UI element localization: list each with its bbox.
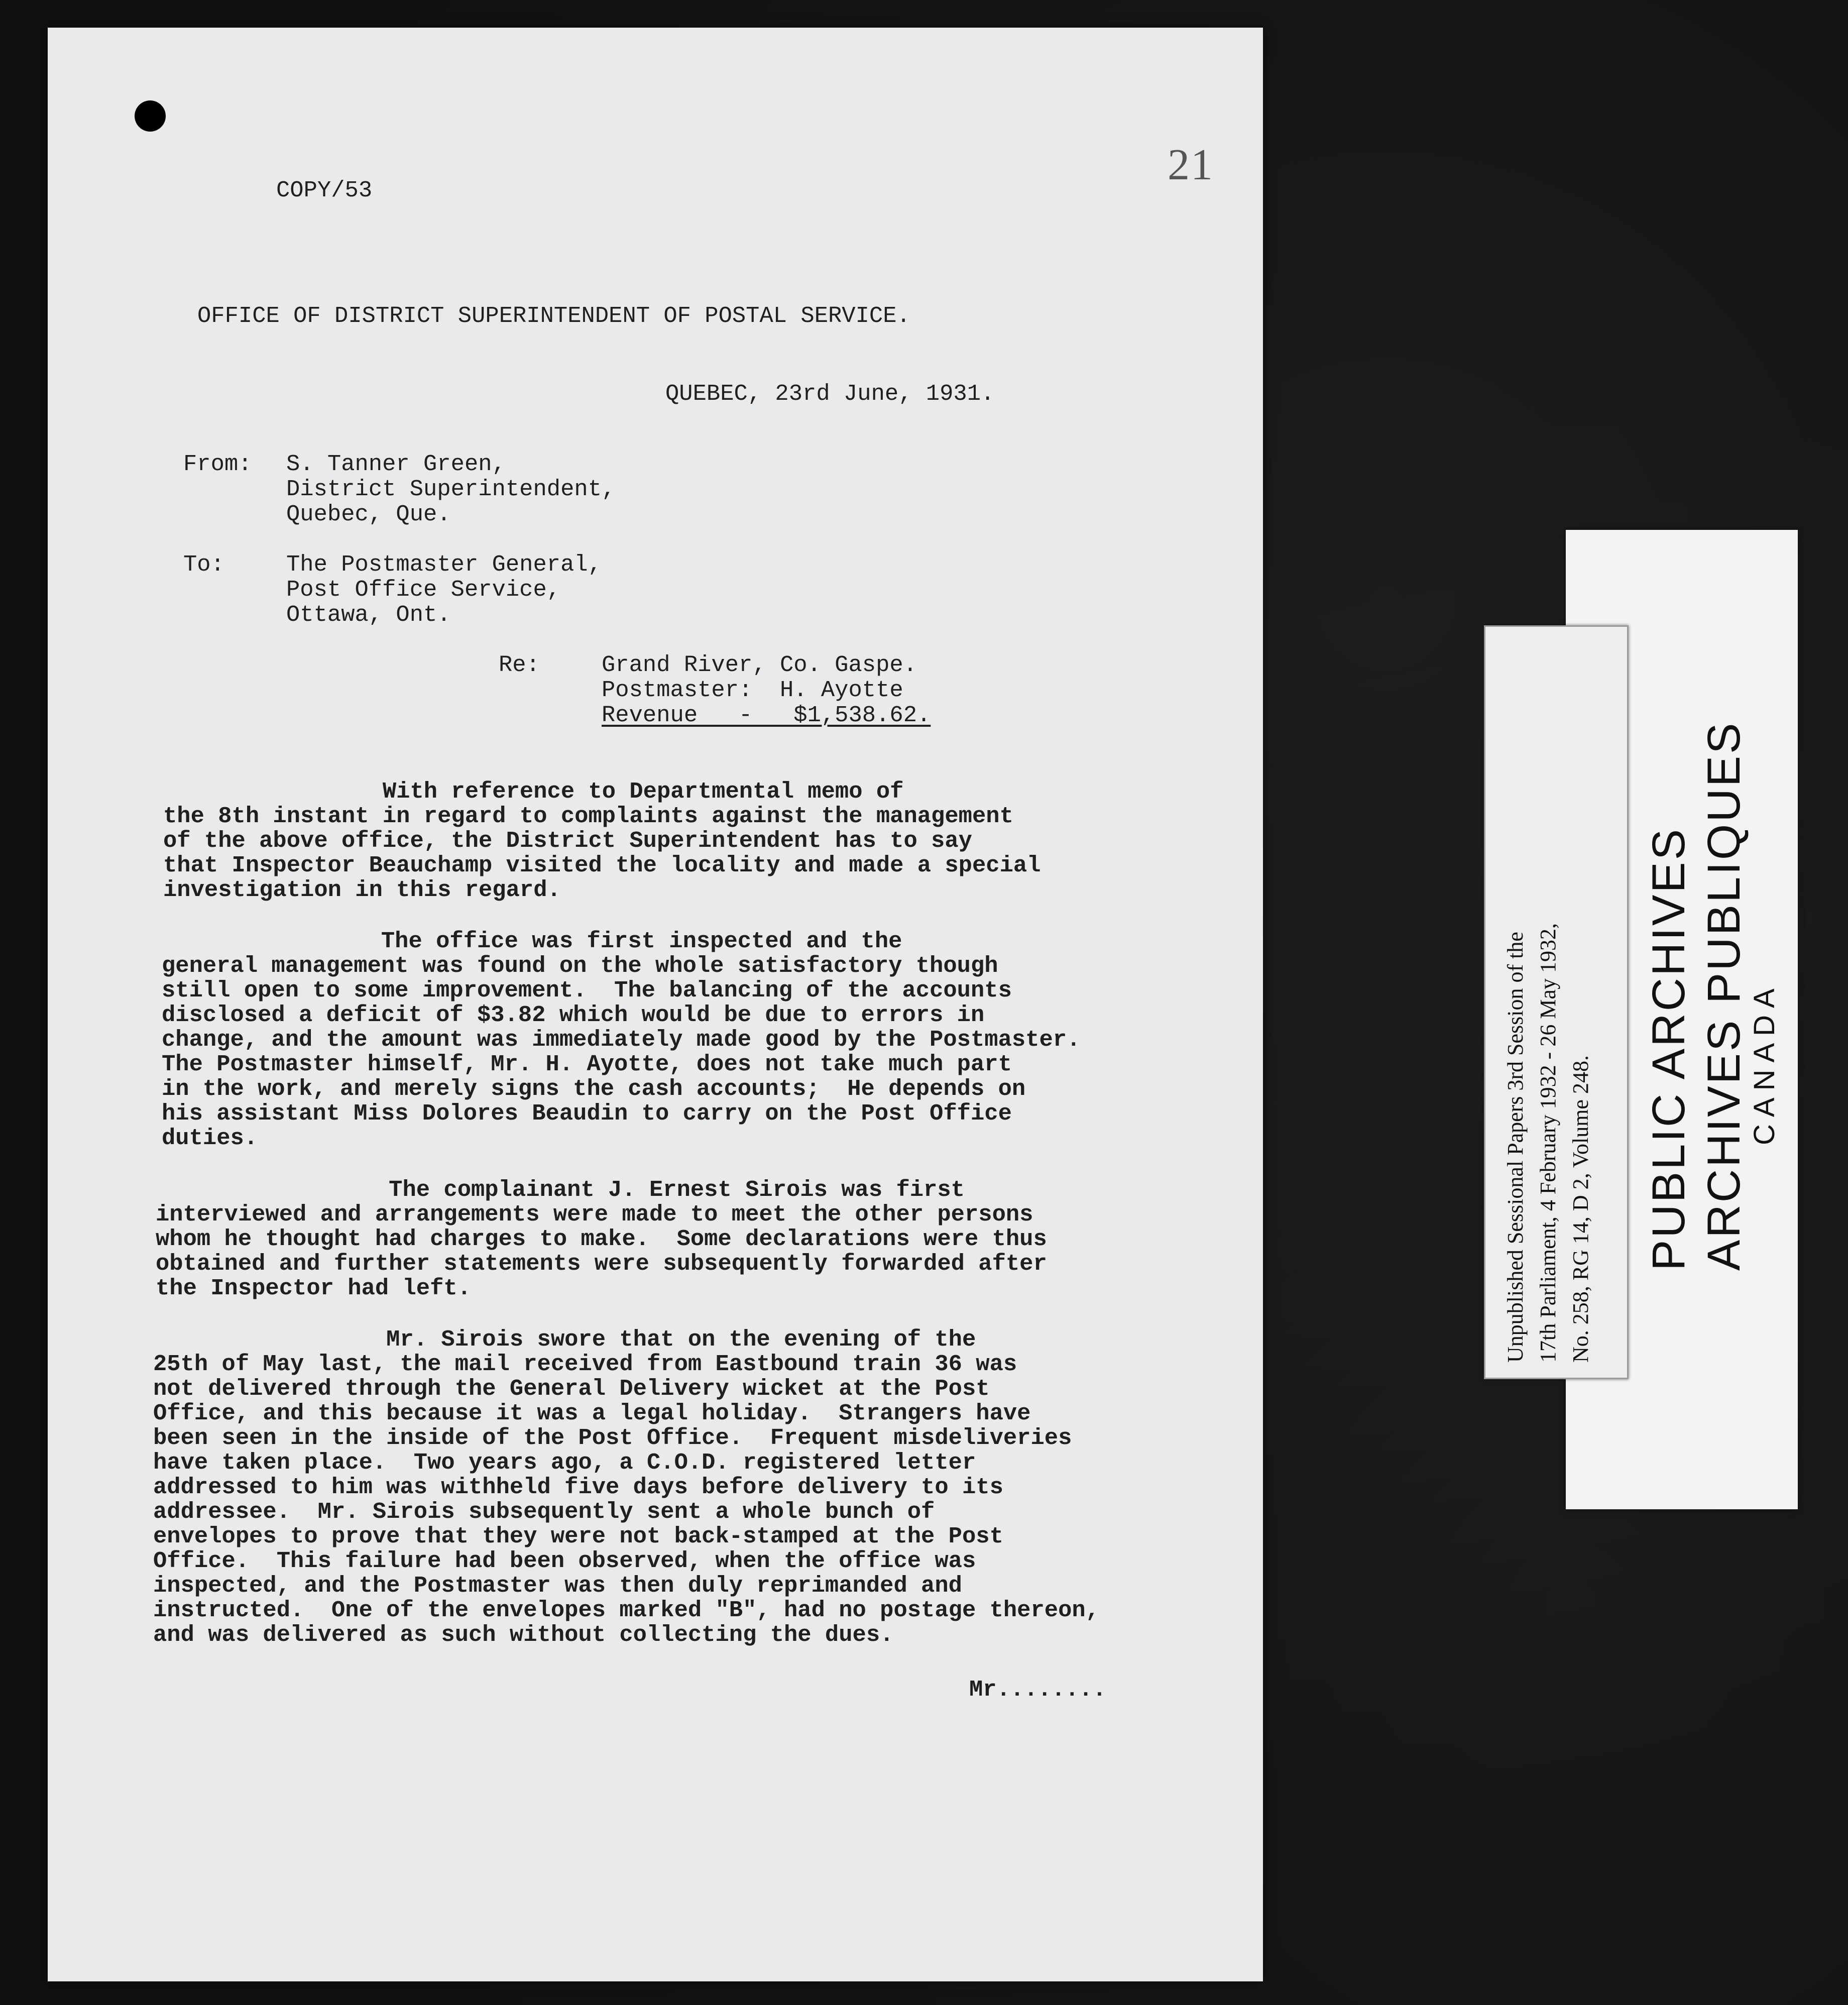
from-label: From: [183,451,252,477]
paragraph-line: The office was first inspected and the [162,928,902,954]
paragraph-line: the 8th instant in regard to complaints against the management [163,803,1013,829]
paragraph-line: investigation in this regard. [163,877,561,903]
paragraph-line: and was delivered as such without collecting the dues. [153,1622,894,1648]
to-label: To: [183,551,224,578]
paragraph-line: Mr. Sirois swore that on the evening of the [153,1326,976,1353]
paragraph-line: inspected, and the Postmaster was then duly reprimanded and [153,1573,962,1599]
to-service: Post Office Service, [286,577,561,603]
paragraph-line: With reference to Departmental memo of [163,778,904,805]
paragraph-4 [153,1327,1099,1647]
reference-line-3: No. 258, RG 14, D 2, Volume 248. [1568,1055,1593,1363]
paragraph-line: instructed. One of the envelopes marked "B", had no postage thereon, [153,1597,1100,1623]
archive-line-public: PUBLIC ARCHIVES [1643,827,1694,1271]
paragraph-line: change, and the amount was immediately made good by the Postmaster. [162,1027,1081,1053]
paragraph-line: obtained and further statements were subsequently forwarded after [156,1251,1047,1277]
to-recipient: The Postmaster General, [286,551,602,578]
paragraph-line: have taken place. Two years ago, a C.O.D. registered letter [153,1450,976,1476]
paragraph-line: envelopes to prove that they were not back-stamped at the Post [153,1523,1003,1549]
archive-line-publiques: ARCHIVES PUBLIQUES [1698,721,1750,1271]
re-revenue: Revenue - $1,538.62. [602,702,931,728]
re-postmaster: Postmaster: H. Ayotte [602,677,903,703]
paragraph-line: still open to some improvement. The balancing of the accounts [162,977,1012,1004]
archive-line-canada: CANADA [1748,981,1781,1145]
paragraph-line: in the work, and merely signs the cash accounts; He depends on [162,1076,1026,1102]
from-location: Quebec, Que. [286,501,451,527]
paragraph-line: whom he thought had charges to make. Some declarations were thus [156,1226,1047,1252]
re-label: Re: [499,652,540,678]
from-title: District Superintendent, [286,476,616,502]
paragraph-line: of the above office, the District Superintendent has to say [163,828,972,854]
paragraph-line: 25th of May last, the mail received from Eastbound train 36 was [153,1351,1017,1377]
copy-reference: COPY/53 [276,177,373,203]
paragraph-line: addressee. Mr. Sirois subsequently sent a whole bunch of [153,1499,935,1525]
reference-line-2: 17th Parliament, 4 February 1932 - 26 May 1932, [1536,923,1560,1363]
paragraph-2 [162,929,1080,1151]
paragraph-line: disclosed a deficit of $3.82 which would be due to errors in [162,1002,985,1028]
date-line: QUEBEC, 23rd June, 1931. [665,381,995,407]
paragraph-line: Office. This failure had been observed, when the office was [153,1548,976,1574]
page-number: 21 [1168,141,1214,189]
office-heading: OFFICE OF DISTRICT SUPERINTENDENT OF POSTAL SERVICE. [197,303,910,329]
paragraph-line: interviewed and arrangements were made to meet the other persons [156,1201,1033,1228]
paragraph-line: Office, and this because it was a legal holiday. Strangers have [153,1400,1031,1426]
paragraph-1 [163,779,1041,903]
reference-label [1484,625,1629,1379]
paragraph-line: general management was found on the whole satisfactory though [162,953,998,979]
paragraph-3 [156,1178,1047,1301]
paragraph-line: his assistant Miss Dolores Beaudin to carry on the Post Office [162,1100,1012,1127]
paragraph-line: not delivered through the General Delivery wicket at the Post [153,1376,990,1402]
re-office: Grand River, Co. Gaspe. [602,652,917,678]
to-location: Ottawa, Ont. [286,602,451,628]
paragraph-line: The Postmaster himself, Mr. H. Ayotte, does not take much part [162,1051,1012,1077]
paragraph-line: addressed to him was withheld five days before delivery to its [153,1474,1003,1500]
paragraph-line: that Inspector Beauchamp visited the locality and made a special [163,852,1041,878]
from-name: S. Tanner Green, [286,451,506,477]
punch-hole [135,100,166,132]
reference-line-1: Unpublished Sessional Papers 3rd Session of the [1503,932,1528,1363]
paragraph-line: been seen in the inside of the Post Office. Frequent misdeliveries [153,1425,1072,1451]
paragraph-line: The complainant J. Ernest Sirois was first [156,1177,965,1203]
continuation-marker: Mr........ [969,1677,1107,1703]
paragraph-line: the Inspector had left. [156,1275,472,1301]
paragraph-line: duties. [162,1125,258,1151]
